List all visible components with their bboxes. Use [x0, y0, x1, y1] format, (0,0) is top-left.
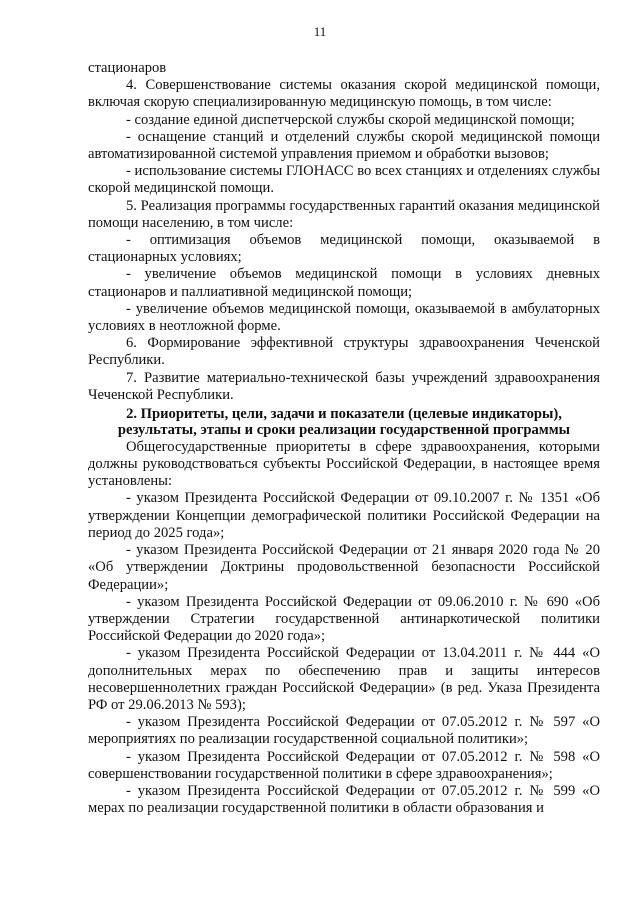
list-item: - оптимизация объемов медицинской помощи, оказываемой в стационарных условиях; — [88, 232, 600, 266]
section-heading: 2. Приоритеты, цели, задачи и показатели (целевые индикаторы), результаты, этапы и сроки реализации государственной программы — [117, 406, 571, 439]
paragraph: 6. Формирование эффективной структуры здравоохранения Чеченской Республики. — [88, 335, 600, 369]
list-item: - указом Президента Российской Федерации от 13.04.2011 г. № 444 «О дополнительных мерах по обеспечению прав и защиты интересов несовершеннолетних граждан Российской Федерации» (в ред. Указа Президента РФ от 29.06.2013 № 593); — [88, 645, 600, 713]
list-item: - указом Президента Российской Федерации от 09.06.2010 г. № 690 «Об утверждении Стратегии государственной антинаркотической политики Российской Федерации до 2020 года»; — [88, 593, 600, 645]
list-item: - оснащение станций и отделений службы скорой медицинской помощи автоматизированной системой управления приемом и обработки вызовов; — [88, 128, 600, 163]
list-item: - указом Президента Российской Федерации от 07.05.2012 г. № 598 «О совершенствовании государственной политики в сфере здравоохранения»; — [88, 748, 600, 782]
paragraph: 5. Реализация программы государственных гарантий оказания медицинской помощи населению, в том числе: — [88, 197, 600, 231]
list-item: - увеличение объемов медицинской помощи в условиях дневных стационаров и паллиативной медицинской помощи; — [88, 266, 600, 300]
list-item: - указом Президента Российской Федерации от 07.05.2012 г. № 599 «О мерах по реализации государственной политики в области образования и — [88, 782, 600, 817]
list-item: - указом Президента Российской Федерации от 09.10.2007 г. № 1351 «Об утверждении Концепции демографической политики Российской Федерации на период до 2025 года»; — [88, 490, 600, 541]
paragraph: 4. Совершенствование системы оказания скорой медицинской помощи, включая скорую специализированную медицинскую помощь, в том числе: — [88, 77, 600, 111]
list-item: - увеличение объемов медицинской помощи, оказываемой в амбулаторных условиях в неотложной форме. — [88, 300, 600, 335]
list-item: - создание единой диспетчерской службы скорой медицинской помощи; — [126, 111, 575, 128]
paragraph: Общегосударственные приоритеты в сфере здравоохранения, которыми должны руководствоваться субъекты Российской Федерации, в настоящее время установлены: — [88, 438, 600, 490]
paragraph: стационаров — [88, 60, 167, 76]
list-item: - указом Президента Российской Федерации от 07.05.2012 г. № 597 «О мероприятиях по реализации государственной социальной политики»; — [88, 714, 600, 748]
paragraph: 7. Развитие материально-технической базы учреждений здравоохранения Чеченской Республики. — [88, 369, 600, 403]
document-body — [88, 60, 600, 817]
page-number: 11 — [313, 24, 327, 39]
list-item: - указом Президента Российской Федерации от 21 января 2020 года № 20 «Об утверждении Доктрины продовольственной безопасности Российской Федерации»; — [88, 542, 600, 593]
list-item: - использование системы ГЛОНАСС во всех станциях и отделениях службы скорой медицинской помощи. — [88, 163, 600, 197]
